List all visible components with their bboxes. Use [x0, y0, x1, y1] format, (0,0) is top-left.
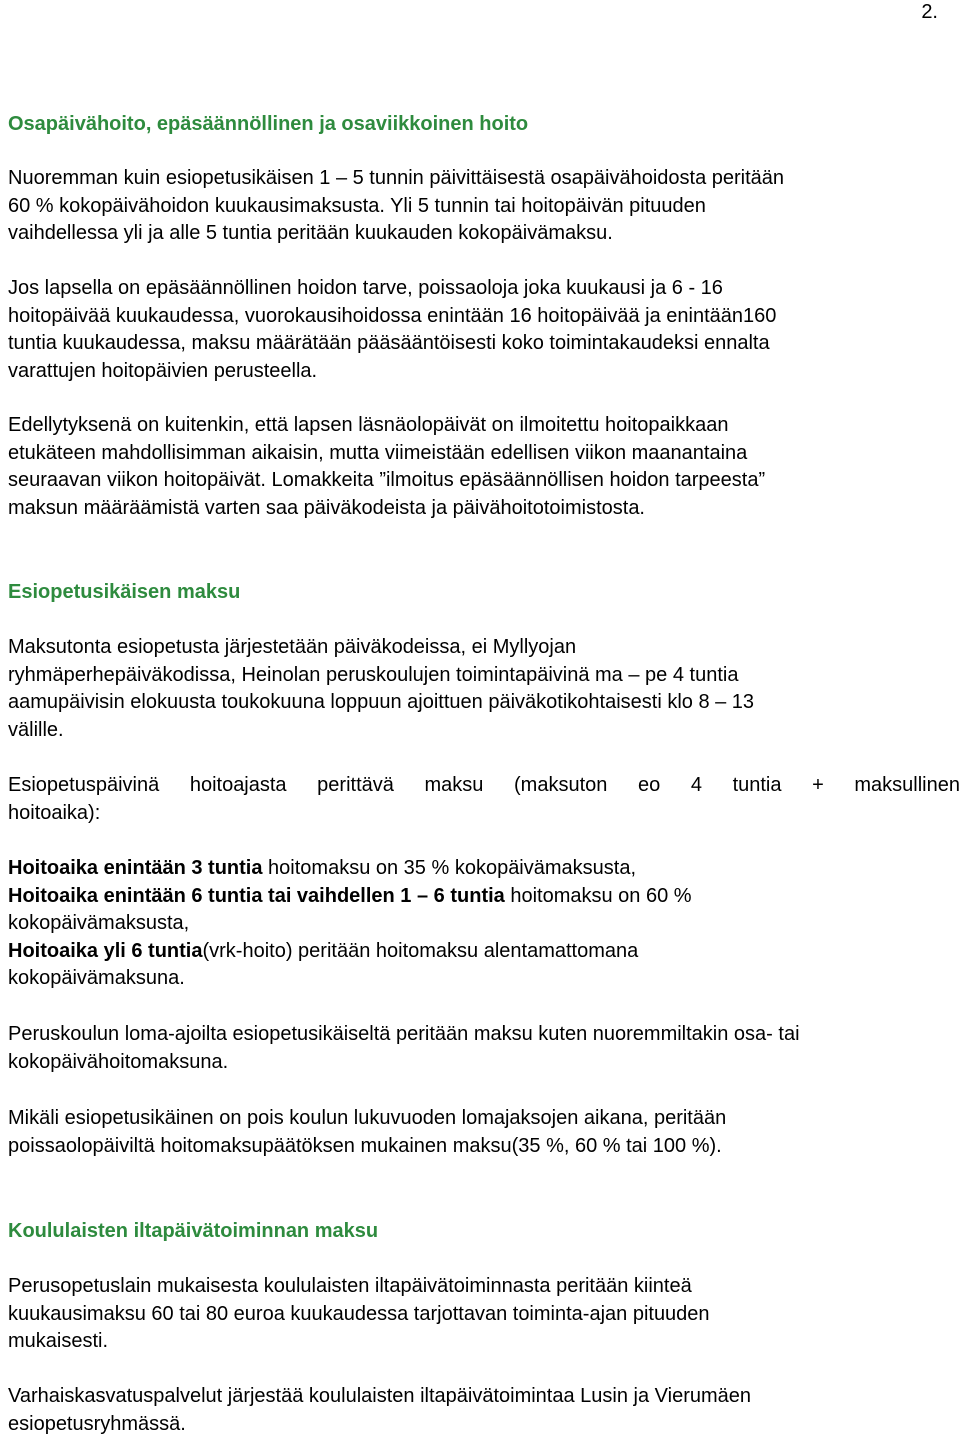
paragraph: Edellytyksenä on kuitenkin, että lapsen läsnäolopäivät on ilmoitettu hoitopaikkaan etukäteen mahdollisimman aikaisin, mutta viimeistään edellisen viikon maanantaina seuraavan viikon hoitopäivät. Lomakkeita ”ilmoitus epäsäännöllisen hoidon tarpeesta” maksun määräämistä varten saa päiväkodeista ja päivähoitotoimistosta.: [8, 414, 766, 519]
fee-bold: Hoitoaika yli 6 tuntia: [8, 939, 203, 962]
section-heading-koululaiset: Koululaisten iltapäivätoiminnan maksu: [8, 1220, 379, 1242]
fee-text: hoitomaksu on 35 % kokopäivämaksusta,: [262, 857, 637, 879]
fee-text: hoitomaksu on 60 %: [504, 884, 692, 907]
page-number: 2.: [921, 1, 938, 23]
paragraph: Peruskoulun loma-ajoilta esiopetusikäiseltä peritään maksu kuten nuoremmiltakin osa- tai kokopäivähoitomaksuna.: [8, 1023, 800, 1073]
paragraph: Varhaiskasvatuspalvelut järjestää koululaisten iltapäivätoimintaa Lusin ja Vierumäen esiopetusryhmässä.: [8, 1385, 752, 1435]
paragraph: Jos lapsella on epäsäännöllinen hoidon tarve, poissaoloja joka kuukausi ja 6 - 16 hoitopäivää kuukaudessa, vuorokausihoidossa enintään 16 hoitopäivää ja enintään160 tuntia kuukaudessa, maksu määrätään pääsääntöisesti koko toimintakaudeksi ennalta varattujen hoitopäivien perusteella.: [8, 277, 777, 382]
fee-text: kokopäivämaksuna.: [8, 967, 185, 990]
fee-text: (vrk-hoito) peritään hoitomaksu alentamattomana: [202, 939, 639, 962]
section-heading-osapaivahoito: Osapäivähoito, epäsäännöllinen ja osaviikkoinen hoito: [8, 113, 529, 135]
section-heading-esiopetus: Esiopetusikäisen maksu: [8, 581, 241, 603]
fee-text: kokopäivämaksusta,: [8, 912, 190, 935]
paragraph: Mikäli esiopetusikäinen on pois koulun lukuvuoden lomajaksojen aikana, peritään poissaolopäiviltä hoitomaksupäätöksen mukainen maksu(35 %, 60 % tai 100 %).: [8, 1107, 727, 1157]
fee-line: [8, 910, 692, 938]
fee-bold: Hoitoaika enintään 3 tuntia: [8, 857, 263, 879]
fee-bold: Hoitoaika enintään 6 tuntia tai vaihdellen 1 – 6 tuntia: [8, 884, 505, 907]
fee-line: [8, 855, 692, 883]
paragraph: Esiopetuspäivinä hoitoajasta perittävä maksu (maksuton eo 4 tuntia + maksullinen: [8, 774, 960, 796]
fee-line: [8, 883, 692, 911]
paragraph: Maksutonta esiopetusta järjestetään päiväkodeissa, ei Myllyojan ryhmäperhepäiväkodissa, Heinolan peruskoulujen toimintapäivinä ma – pe 4 tuntia aamupäivisin elokuusta toukokuuna loppuun ajoittuen päiväkotikohtaisesti klo 8 – 13 välille.: [8, 636, 755, 741]
fee-line: [8, 965, 692, 993]
paragraph: Perusopetuslain mukaisesta koululaisten iltapäivätoiminnasta peritään kiinteä kuukausimaksu 60 tai 80 euroa kuukaudessa tarjottavan toiminta-ajan pituuden mukaisesti.: [8, 1275, 710, 1353]
fee-list: [8, 855, 692, 993]
paragraph: Nuoremman kuin esiopetusikäisen 1 – 5 tunnin päivittäisestä osapäivähoidosta peritään 60 % kokopäivähoidon kuukausimaksusta. Yli 5 tunnin tai hoitopäivän pituuden vaihdellessa yli ja alle 5 tuntia peritään kuukauden kokopäivämaksu.: [8, 167, 785, 245]
fee-line: [8, 938, 692, 966]
paragraph: hoitoaika):: [8, 802, 101, 824]
